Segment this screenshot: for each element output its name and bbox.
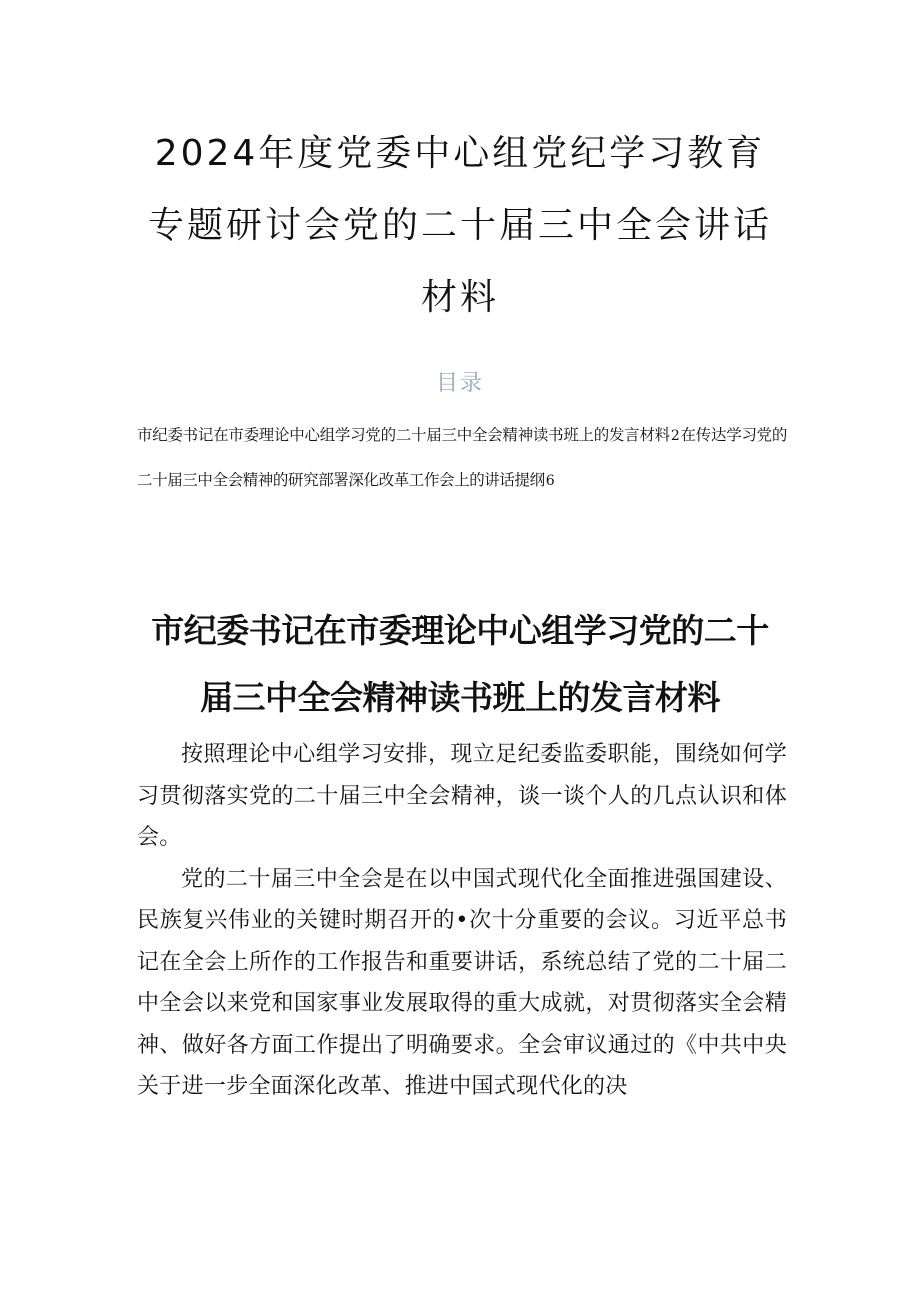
body-paragraph: 按照理论中心组学习安排，现立足纪委监委职能，围绕如何学习贯彻落实党的二十届三中全会精神，谈一谈个人的几点认识和体会。 — [137, 742, 787, 850]
table-of-contents — [137, 413, 787, 503]
toc-entry-page-number: 6 — [545, 473, 555, 489]
body-paragraph: 党的二十届三中全会是在以中国式现代化全面推进强国建设、民族复兴伟业的关键时期召开的•次十分重要的会议。习近平总书记在全会上所作的工作报告和重要讲话，系统总结了党的二十届二中全会以来党和国家事业发展取得的重大成就，对贯彻落实全会精神、做好各方面工作提出了明确要求。全会审议通过的《中共中央关于进一步全面深化改革、推进中国式现代化的决 — [137, 866, 787, 1099]
toc-entry-page-number: 2 — [670, 428, 680, 444]
toc-heading: 目录 — [435, 371, 484, 396]
section-body — [137, 734, 787, 1108]
document-title: 2024年度党委中心组党纪学习教育专题研讨会党的二十届三中全会讲话材料 — [147, 133, 772, 318]
toc-entry-label: 在传达学习党的二十届三中全会精神的研究部署深化改革工作会上的讲话提纲 — [137, 426, 788, 489]
toc-entry-1[interactable] — [137, 426, 680, 444]
toc-entry-label: 市纪委书记在市委理论中心组学习党的二十届三中全会精神读书班上的发言材料 — [137, 426, 670, 444]
section-title: 市纪委书记在市委理论中心组学习党的二十届三中全会精神读书班上的发言材料 — [151, 611, 769, 717]
